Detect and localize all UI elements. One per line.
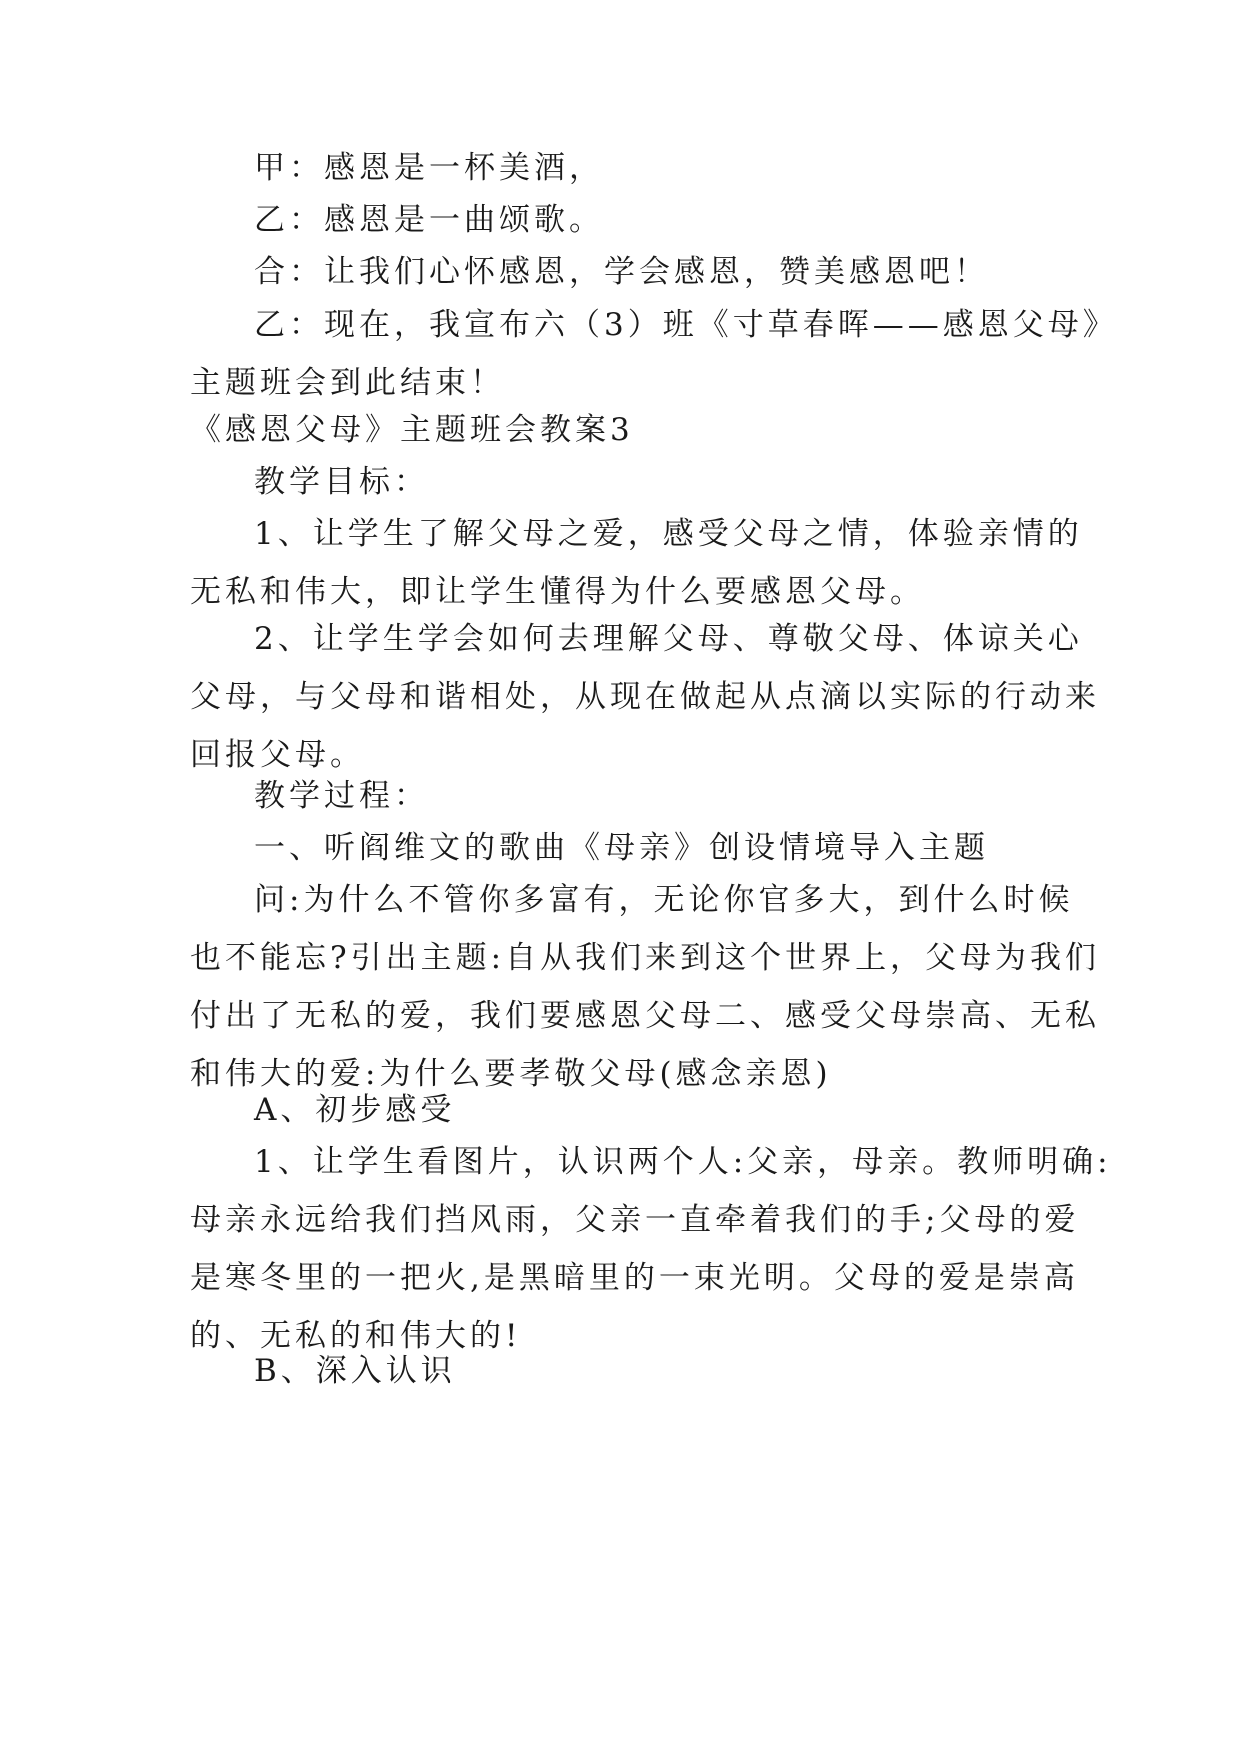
text-line: 甲：感恩是一杯美酒， (254, 150, 604, 186)
text-line: 父母，与父母和谐相处，从现在做起从点滴以实际的行动来 (190, 679, 1100, 715)
paragraph-jia (190, 139, 1070, 197)
heading-line: 《感恩父母》主题班会教案3 (190, 412, 634, 448)
text-line: 也不能忘?引出主题:自从我们来到这个世界上，父母为我们 (190, 940, 1101, 976)
text-line: 乙：感恩是一曲颂歌。 (254, 202, 604, 238)
text-line: 1、让学生看图片，认识两个人:父亲，母亲。教师明确: (254, 1144, 1112, 1180)
paragraph-step-1 (190, 819, 1070, 877)
paragraph-yi (190, 191, 1070, 249)
paragraph-goals-label (190, 453, 1070, 511)
section-heading (190, 401, 1070, 459)
paragraph-process-label (190, 767, 1070, 825)
text-line: 乙：现在，我宣布六（3）班《寸草春晖——感恩父母》 (254, 307, 1118, 343)
text-line: 1、让学生了解父母之爱，感受父母之情，体验亲情的 (254, 516, 1083, 552)
text-line: 的、无私的和伟大的! (190, 1318, 522, 1354)
text-line: 和伟大的爱:为什么要孝敬父母(感念亲恩) (190, 1056, 832, 1092)
text-line: 教学过程： (254, 778, 429, 814)
text-line: 问:为什么不管你多富有，无论你官多大，到什么时候 (254, 882, 1074, 918)
paragraph-section-b (190, 1342, 1070, 1400)
text-line: B、深入认识 (254, 1353, 456, 1389)
text-line: 教学目标： (254, 464, 429, 500)
paragraph-he (190, 243, 1070, 301)
text-line: 主题班会到此结束！ (190, 365, 505, 401)
text-line: 回报父母。 (190, 737, 365, 773)
paragraph-a-1 (190, 1133, 1112, 1365)
text-line: 2、让学生学会如何去理解父母、尊敬父母、体谅关心 (254, 621, 1083, 657)
paragraph-closing (190, 296, 1118, 412)
paragraph-goal-1 (190, 505, 1083, 621)
text-line: 母亲永远给我们挡风雨，父亲一直牵着我们的手;父母的爱 (190, 1202, 1080, 1238)
paragraph-goal-2 (190, 610, 1100, 784)
text-line: A、初步感受 (254, 1092, 456, 1128)
text-line: 一、听阎维文的歌曲《母亲》创设情境导入主题 (254, 830, 989, 866)
text-line: 是寒冬里的一把火,是黑暗里的一束光明。父母的爱是崇高 (190, 1260, 1079, 1296)
text-line: 合：让我们心怀感恩，学会感恩，赞美感恩吧！ (254, 254, 989, 290)
paragraph-question (190, 871, 1101, 1103)
text-line: 付出了无私的爱，我们要感恩父母二、感受父母崇高、无私 (190, 998, 1100, 1034)
paragraph-section-a (190, 1081, 1070, 1139)
text-line: 无私和伟大，即让学生懂得为什么要感恩父母。 (190, 574, 925, 610)
